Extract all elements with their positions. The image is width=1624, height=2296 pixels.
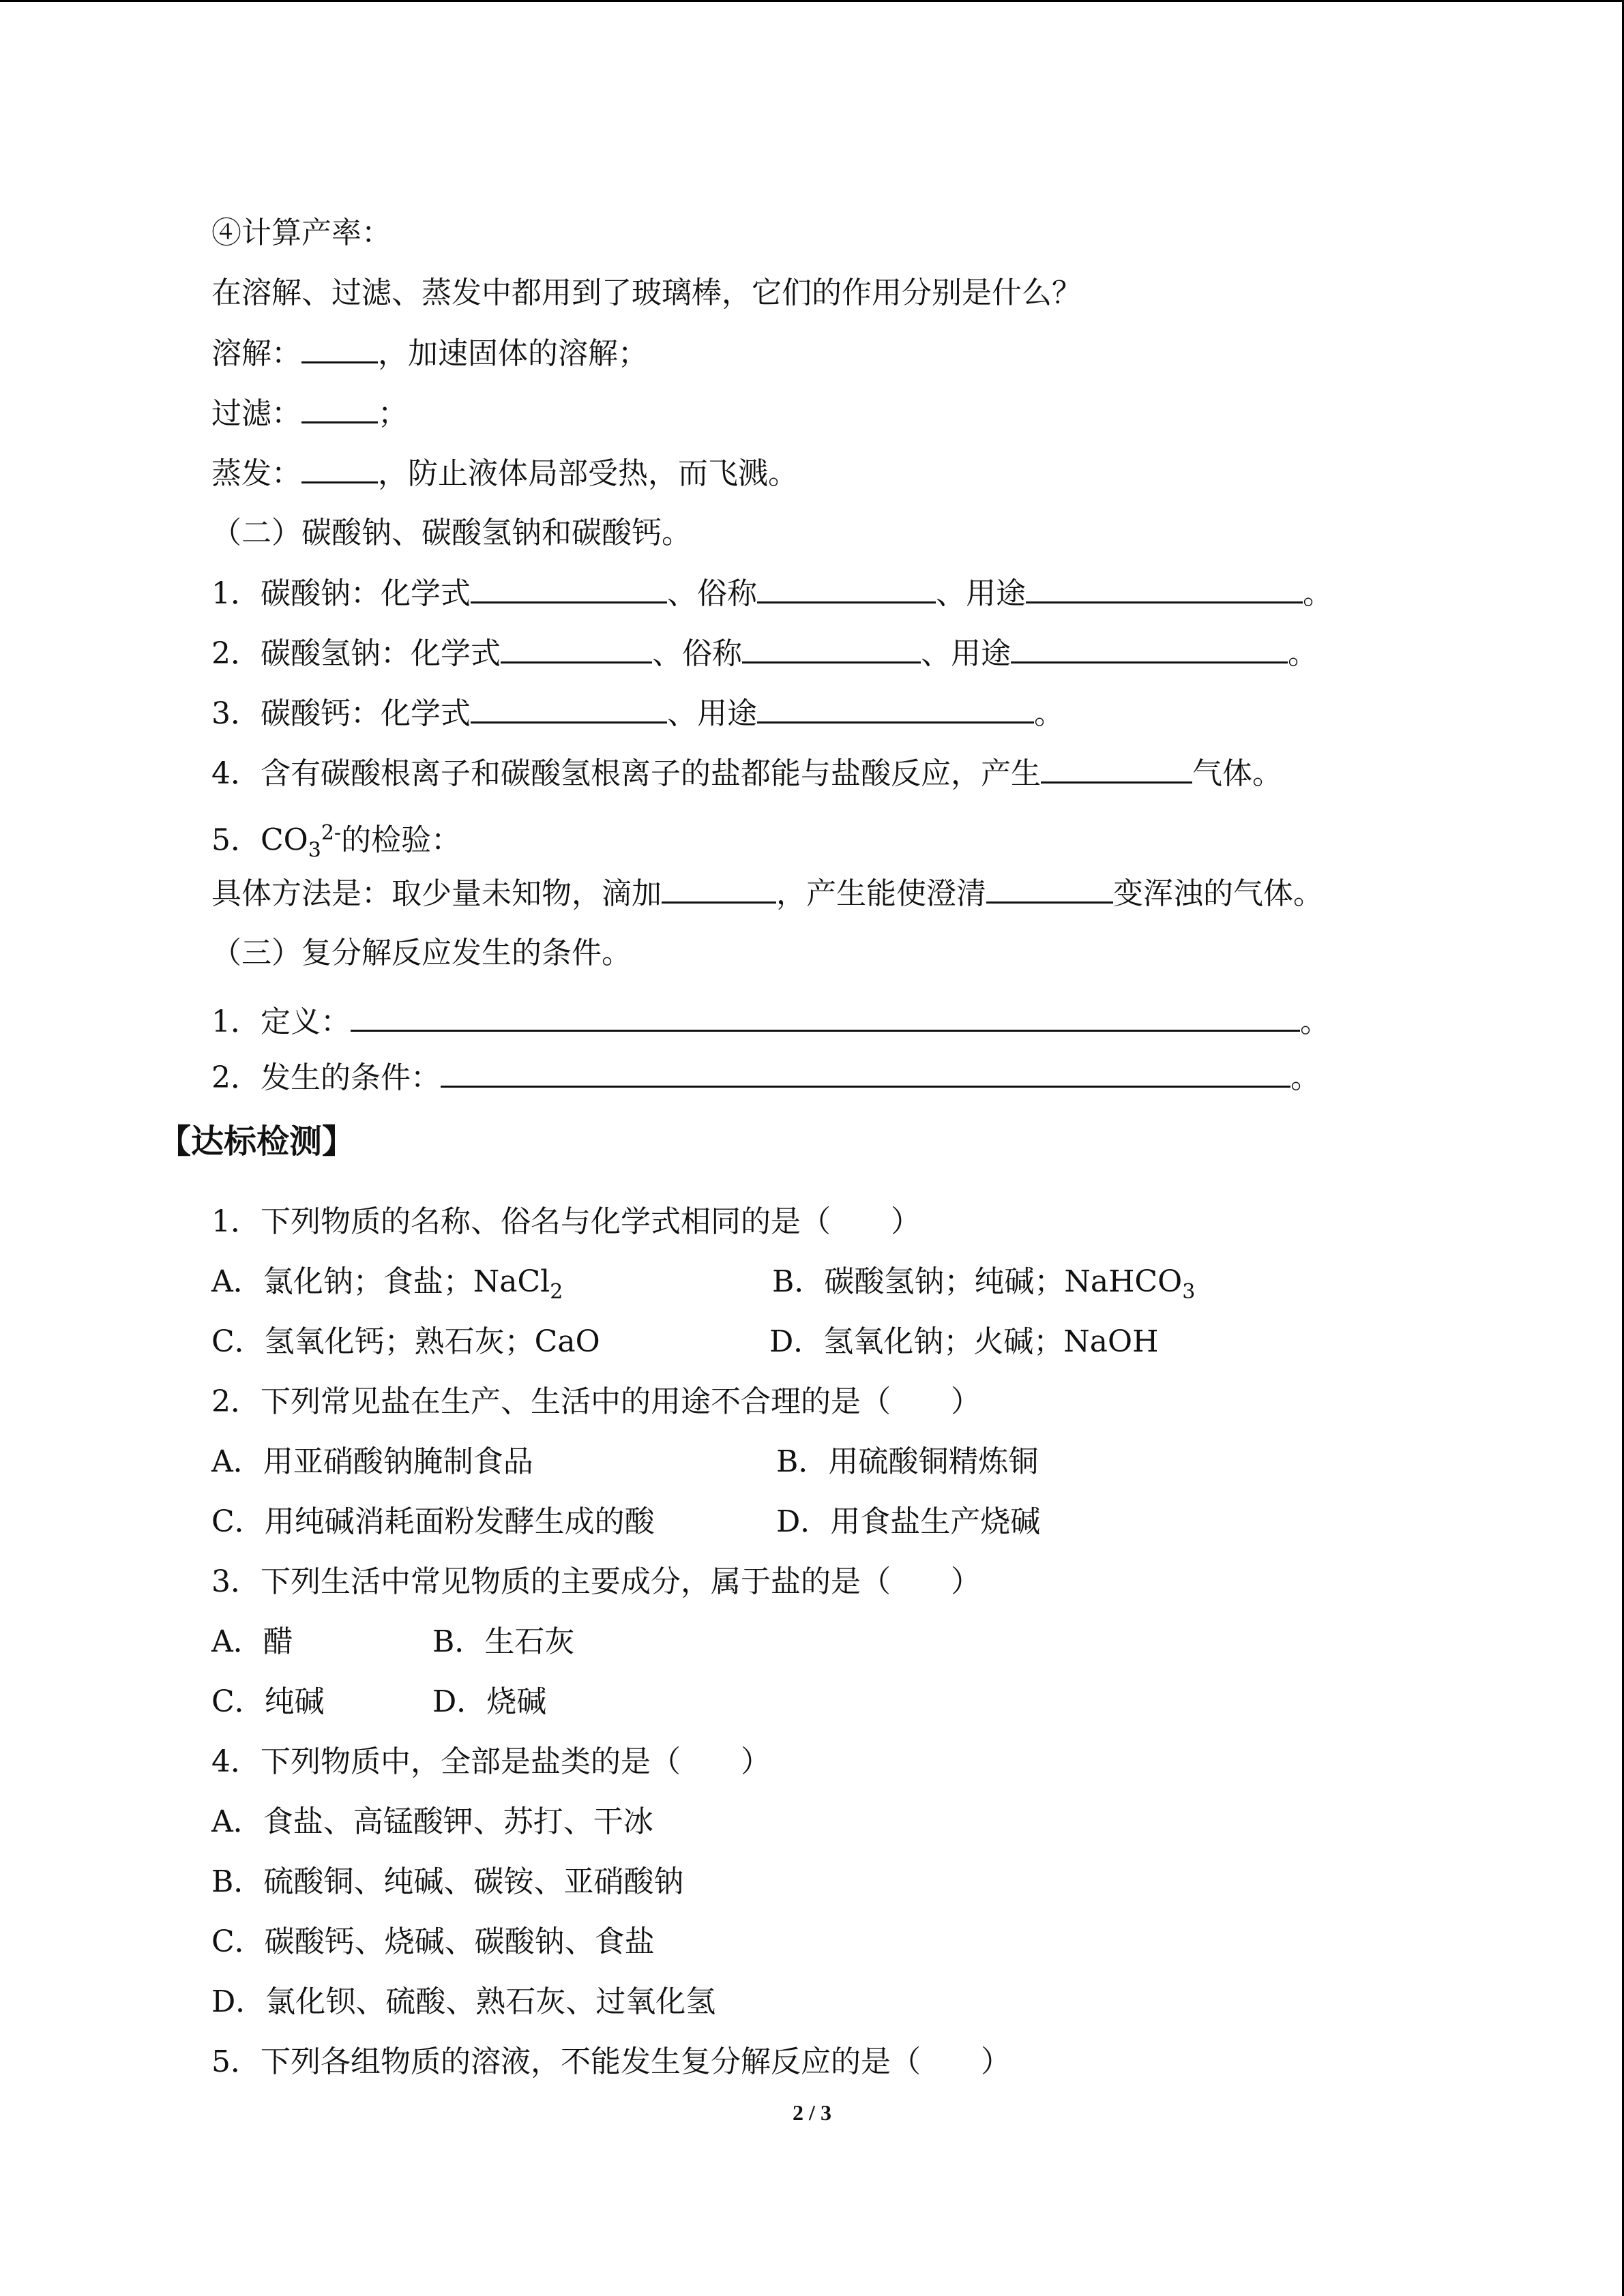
line-text: 1．下列物质的名称、俗名与化学式相同的是（ ） [211,1204,921,1239]
option-a [211,1800,653,1844]
question-stem [211,2040,1011,2084]
superscript: 2- [321,821,342,845]
option-b [772,1260,1195,1304]
line-text: 2．发生的条件： [211,1060,441,1095]
fill-blank [1011,631,1288,664]
option-row [211,1260,563,1304]
line-text: 。 [1300,1004,1330,1039]
line-text: 具体方法是：取少量未知物，滴加 [211,876,662,911]
text-line [211,871,1323,915]
fill-blank [351,1000,1300,1032]
option-text: C．碳酸钙、烧碱、碳酸钠、食盐 [211,1924,655,1959]
line-text: ，加速固体的溶解； [378,336,648,371]
line-text: 2．下列常见盐在生产、生活中的用途不合理的是（ ） [211,1384,981,1419]
fill-blank [1026,571,1303,603]
line-text: 4．含有碳酸根离子和碳酸氢根离子的盐都能与盐酸反应，产生 [211,756,1041,791]
line-text: ④计算产率： [211,215,392,250]
question-stem [211,1380,981,1424]
text-line [211,751,1282,795]
line-text: 的检验： [341,822,462,858]
line-text: 在溶解、过滤、蒸发中都用到了玻璃棒，它们的作用分别是什么？ [211,275,1082,310]
line-text: 。 [1288,636,1318,671]
line-text: 、用途 [936,576,1026,611]
line-text: ； [378,396,408,431]
fill-blank [1041,751,1192,784]
line-text: 3．碳酸钙：化学式 [211,696,471,731]
section-heading [211,511,692,555]
line-text: 2．碳酸氢钠：化学式 [211,636,501,671]
text-line [211,631,1318,675]
option-text: B．用硫酸铜精炼铜 [776,1444,1039,1479]
option-b [776,1440,1038,1484]
fill-blank [301,331,378,363]
line-text: 。 [1034,696,1064,731]
line-text: 、俗称 [652,636,742,671]
line-text: 4．下列物质中，全部是盐类的是（ ） [211,1744,771,1779]
option-text: D．用食盐生产烧碱 [776,1504,1041,1539]
line-text: 。 [1290,1060,1320,1095]
option-b [432,1620,574,1664]
fill-blank [501,631,652,664]
fill-blank [301,391,378,423]
option-a [211,1440,533,1484]
option-text: A．氯化钠；食盐；NaCl [211,1264,550,1299]
option-text: D．烧碱 [432,1684,547,1719]
subscript: 3 [308,838,321,863]
text-line [211,271,1082,315]
line-text: （二）碳酸钠、碳酸氢钠和碳酸钙。 [211,516,692,550]
option-b [211,1860,683,1904]
line-text: 气体。 [1192,756,1282,791]
text-line [211,691,1064,735]
fill-blank [742,631,921,664]
option-d [776,1500,1040,1544]
line-text: 蒸发： [211,456,301,491]
fill-blank [441,1056,1290,1088]
fill-blank [301,451,378,483]
text-line [211,811,462,863]
option-d [769,1320,1158,1364]
option-text: C．纯碱 [211,1684,325,1719]
option-d [432,1680,546,1724]
text-line [211,211,392,255]
subscript: 2 [550,1279,563,1304]
question-stem [211,1560,981,1604]
line-text: ，防止液体局部受热，而飞溅。 [378,456,798,491]
option-text: A．醋 [211,1624,293,1659]
line-text: 1．定义： [211,1004,351,1039]
subscript: 3 [1182,1279,1196,1304]
text-line [211,1056,1320,1099]
option-a [211,1620,293,1664]
option-text: B．硫酸铜、纯碱、碳铵、亚硝酸钠 [211,1864,684,1899]
option-text: C．用纯碱消耗面粉发酵生成的酸 [211,1504,655,1539]
line-text: 、俗称 [667,576,757,611]
line-text: 。 [1303,576,1333,611]
question-stem [211,1740,771,1784]
fill-blank [757,691,1034,724]
option-text: A．用亚硝酸钠腌制食品 [211,1444,533,1479]
option-text: C．氢氧化钙；熟石灰；CaO [211,1324,600,1359]
line-text: ，产生能使澄清 [776,876,986,911]
text-line [211,571,1333,615]
option-text: D．氯化钡、硫酸、熟石灰、过氧化氢 [211,1984,716,2019]
option-a [211,1264,563,1304]
fill-blank [662,871,776,904]
section-title: 【达标检测】 [158,1122,355,1161]
line-text: 、用途 [667,696,757,731]
section-heading [211,931,632,975]
fill-blank [757,571,936,603]
fill-blank [471,691,667,724]
line-text: 1．碳酸钠：化学式 [211,576,471,611]
line-text: （三）复分解反应发生的条件。 [211,936,632,970]
text-line [211,451,798,495]
option-d [211,1980,715,2024]
text-line [211,1000,1330,1043]
option-text: D．氢氧化钠；火碱；NaOH [769,1324,1159,1359]
line-text: 变浑浊的气体。 [1113,876,1323,911]
question-stem [211,1200,921,1244]
line-text: 3．下列生活中常见物质的主要成分，属于盐的是（ ） [211,1564,981,1599]
option-text: B．生石灰 [432,1624,575,1659]
fill-blank [986,871,1113,904]
line-text: 过滤： [211,396,301,431]
option-c [211,1680,325,1724]
line-text: 溶解： [211,336,301,371]
option-c [211,1320,600,1364]
page-border-top [0,0,1624,2]
text-line [211,331,648,375]
line-text: 、用途 [921,636,1011,671]
line-text: 5．下列各组物质的溶液，不能发生复分解反应的是（ ） [211,2044,1011,2079]
option-c [211,1920,655,1964]
fill-blank [471,571,667,603]
option-c [211,1500,655,1544]
line-text: 5．CO [211,822,308,858]
option-text: A．食盐、高锰酸钾、苏打、干冰 [211,1804,653,1839]
option-text: B．碳酸氢钠；纯碱；NaHCO [772,1264,1183,1299]
page-number: 2 / 3 [793,2100,831,2125]
text-line [211,391,408,435]
